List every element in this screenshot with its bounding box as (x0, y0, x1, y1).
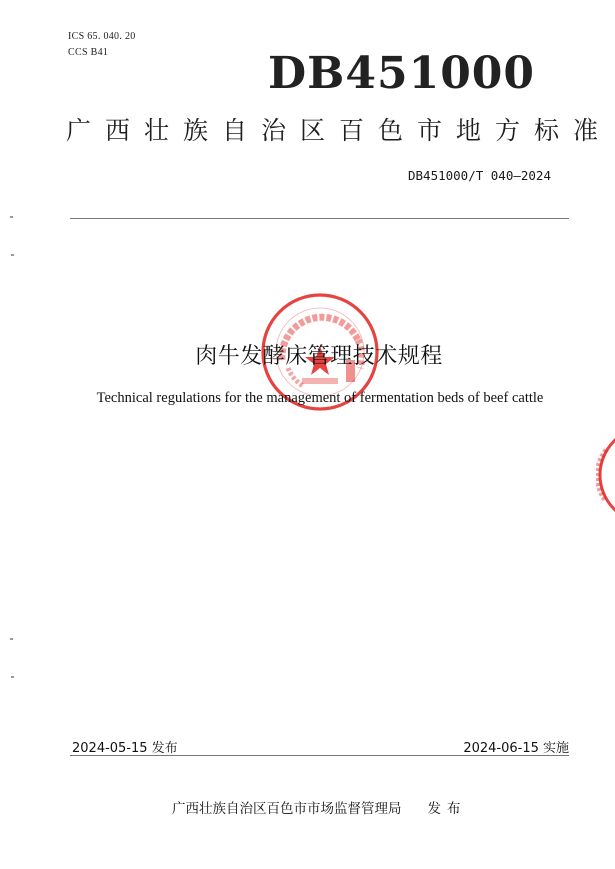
ccs-classification: CCS B41 (68, 47, 109, 58)
ics-classification: ICS 65. 040. 20 (68, 31, 136, 42)
scan-speck (10, 638, 13, 640)
issuing-authority (172, 797, 467, 817)
issuer-name: 广西壮族自治区百色市市场监督管理局 (172, 801, 402, 817)
document-title-english: Technical regulations for the management of fermentation beds of beef cattle (96, 390, 544, 406)
authority-title: 广西壮族自治区百色市地方标准 (66, 116, 613, 145)
document-number: DB451000/T 040—2024 (408, 168, 551, 183)
header-divider (70, 218, 569, 219)
scan-speck (11, 676, 14, 678)
standard-code: DB451000 (268, 48, 536, 99)
scan-speck (10, 216, 13, 218)
scan-speck (11, 254, 14, 256)
document-title-chinese: 肉牛发酵床管理技术规程 (195, 344, 443, 369)
stamp-seal-fragment-icon (596, 430, 615, 520)
issue-word: 发布 (427, 801, 467, 817)
footer-divider (70, 755, 569, 756)
publication-date: 2024-05-15 发布 (72, 741, 178, 756)
implementation-date: 2024-06-15 实施 (463, 741, 569, 756)
